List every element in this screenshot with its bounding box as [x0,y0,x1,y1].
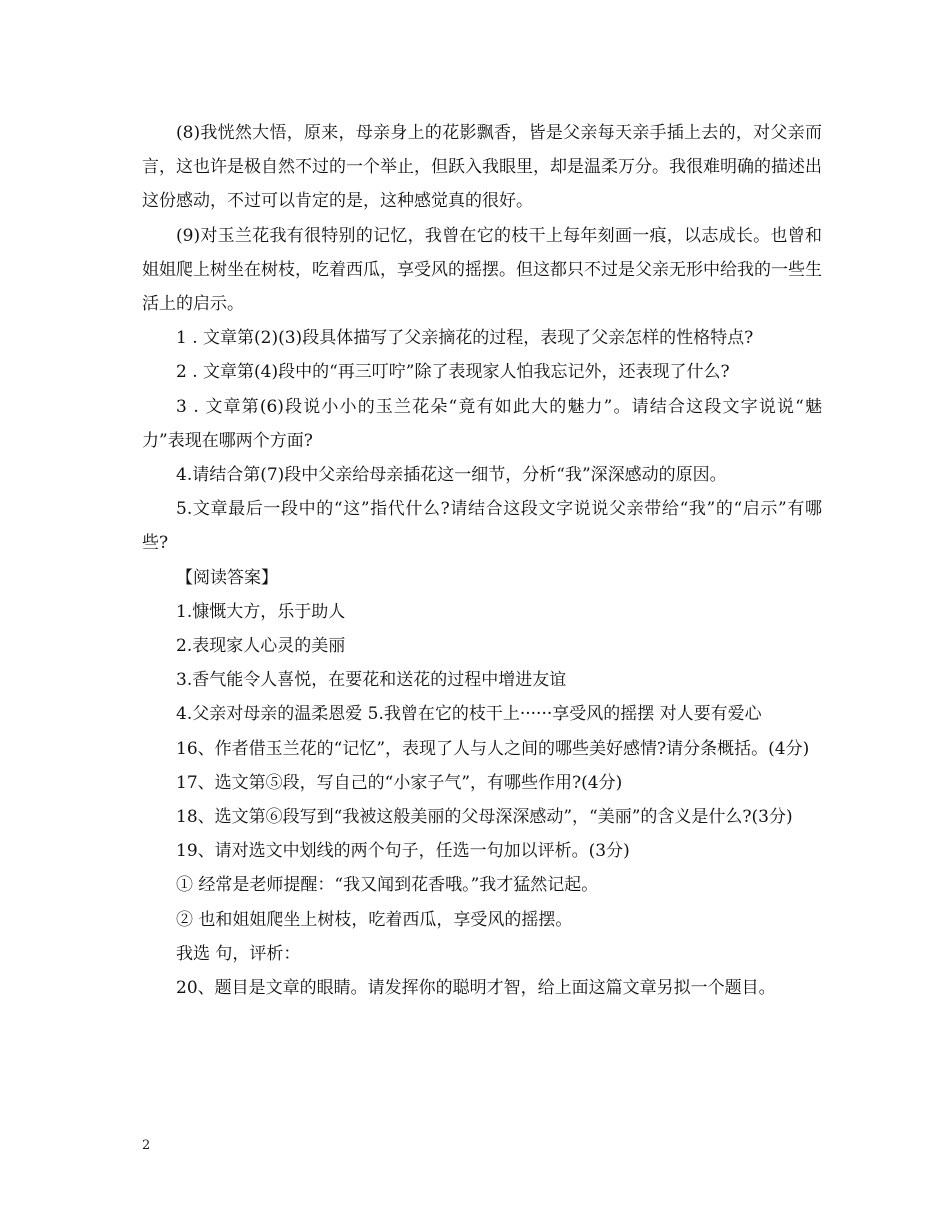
question-1: 1 . 文章第(2)(3)段具体描写了父亲摘花的过程，表现了父亲怎样的性格特点? [176,328,754,349]
question-19: 19、请对选文中划线的两个句子，任选一句加以评析。(3分) [176,841,630,862]
answer-3: 3.香气能令人喜悦，在要花和送花的过程中增进友谊 [176,670,567,691]
question-20: 20、题目是文章的眼睛。请发挥你的聪明才智，给上面这篇文章另拟一个题目。 [176,978,776,999]
question-17: 17、选文第⑤段，写自己的“小家子气”，有哪些作用?(4分) [176,772,623,793]
question-3: 3 . 文章第(6)段说小小的玉兰花朵“竟有如此大的魅力”。请结合这段文字说说“魅力”表现在哪两个方面? [142,396,822,451]
question-5: 5.文章最后一段中的“这”指代什么?请结合这段文字说说父亲带给“我”的“启示”有哪些? [142,499,822,554]
sentence-option-1: ① 经常是老师提醒：“我又闻到花香哦。”我才猛然记起。 [176,875,599,896]
answer-4-5: 4.父亲对母亲的温柔恩爱 5.我曾在它的枝干上······享受风的摇摆 对人要有爱心 [176,704,762,725]
question-2: 2 . 文章第(4)段中的“再三叮咛”除了表现家人怕我忘记外，还表现了什么? [176,362,730,383]
answer-heading: 【阅读答案】 [176,567,278,588]
answer-2: 2.表现家人心灵的美丽 [176,636,346,657]
page-number: 2 [142,1138,151,1153]
document-body [142,116,822,1005]
question-16: 16、作者借玉兰花的“记忆”，表现了人与人之间的哪些美好感情?请分条概括。(4分) [176,738,810,759]
paragraph-9: (9)对玉兰花我有很特别的记忆，我曾在它的枝干上每年刻画一痕，以志成长。也曾和姐姐爬上树坐在树枝，吃着西瓜，享受风的摇摆。但这都只不过是父亲无形中给我的一些生活上的启示。 [142,225,822,315]
question-18: 18、选文第⑥段写到“我被这般美丽的父母深深感动”，“美丽”的含义是什么?(3分) [176,807,793,828]
question-4: 4.请结合第(7)段中父亲给母亲插花这一细节，分析“我”深深感动的原因。 [176,465,727,486]
sentence-option-2: ② 也和姐姐爬坐上树枝，吃着西瓜，享受风的摇摆。 [176,909,573,930]
paragraph-8: (8)我恍然大悟，原来，母亲身上的花影飘香，皆是父亲每天亲手插上去的，对父亲而言，这也许是极自然不过的一个举止，但跃入我眼里，却是温柔万分。我很难明确的描述出这份感动，不过可以肯定的是，这种感觉真的很好。 [142,123,822,212]
answer-1: 1.慷慨大方，乐于助人 [176,601,346,622]
choice-analysis-line: 我选 句，评析： [176,943,301,964]
